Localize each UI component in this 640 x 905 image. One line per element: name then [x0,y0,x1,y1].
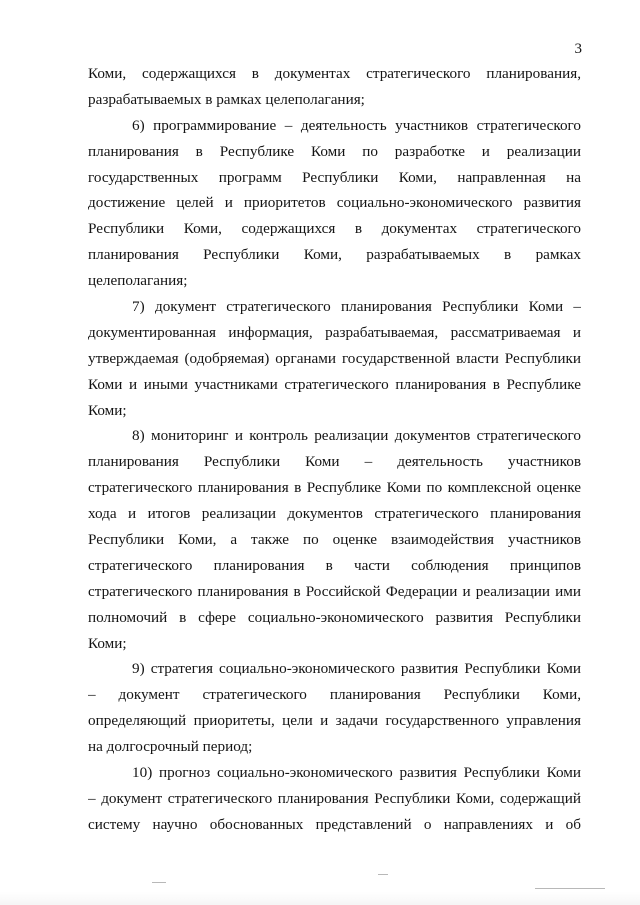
page-bottom-edge [0,891,640,905]
text-line: достижение целей и приоритетов социально-экономического развития [88,194,581,212]
paragraph-continuation [88,61,581,113]
text-line: разрабатываемых в рамках целеполагания; [88,90,365,108]
text-line: полномочий в сфере социально-экономического развития Республики [88,608,581,626]
text-line: Республики Коми, а также по оценке взаимодействия участников [88,531,581,549]
paragraph-item-7 [88,294,581,423]
text-line: систему научно обоснованных представлений о направлениях и об [88,815,581,833]
text-line: стратегического планирования в части соблюдения принципов [88,556,581,574]
text-line: целеполагания; [88,272,188,290]
paragraph-item-6 [88,113,581,294]
scan-artifact [152,882,166,883]
text-line: определяющий приоритеты, цели и задачи государственного управления [88,712,581,730]
text-line: 8) мониторинг и контроль реализации документов стратегического [132,427,581,445]
paragraph-item-8 [88,423,581,656]
text-line: стратегического планирования в Республике Коми по комплексной оценке [88,479,581,497]
text-line: 6) программирование – деятельность участников стратегического [132,116,581,134]
text-line: утверждаемая (одобряемая) органами государственной власти Республики [88,349,581,367]
paragraph-item-10 [88,760,581,838]
text-line: 10) прогноз социально-экономического развития Республики Коми [132,764,581,782]
text-line: 7) документ стратегического планирования Республики Коми – [132,298,581,316]
text-line: на долгосрочный период; [88,738,253,756]
text-line: Коми; [88,401,127,419]
text-line: – документ стратегического планирования Республики Коми, [88,686,581,704]
document-body [88,61,581,838]
paragraph-item-9 [88,656,581,760]
page-number: 3 [574,41,582,57]
text-line: стратегического планирования в Российской Федерации и реализации ими [88,582,581,600]
text-line: Коми, содержащихся в документах стратегического планирования, [88,65,581,82]
text-line: Коми и иными участниками стратегического планирования в Республике [88,375,581,393]
scan-artifact [535,888,605,889]
text-line: 9) стратегия социально-экономического развития Республики Коми [132,660,581,678]
text-line: хода и итогов реализации документов стратегического планирования [88,505,581,523]
text-line: планирования в Республике Коми по разработке и реализации [88,142,581,160]
text-line: планирования Республики Коми – деятельность участников [88,453,581,471]
scan-artifact [378,874,388,875]
text-line: Коми; [88,634,127,652]
text-line: государственных программ Республики Коми, направленная на [88,168,581,186]
text-line: Республики Коми, содержащихся в документах стратегического [88,220,581,238]
text-line: – документ стратегического планирования Республики Коми, содержащий [88,789,581,807]
text-line: планирования Республики Коми, разрабатываемых в рамках [88,246,581,264]
text-line: документированная информация, разрабатываемая, рассматриваемая и [88,323,581,341]
